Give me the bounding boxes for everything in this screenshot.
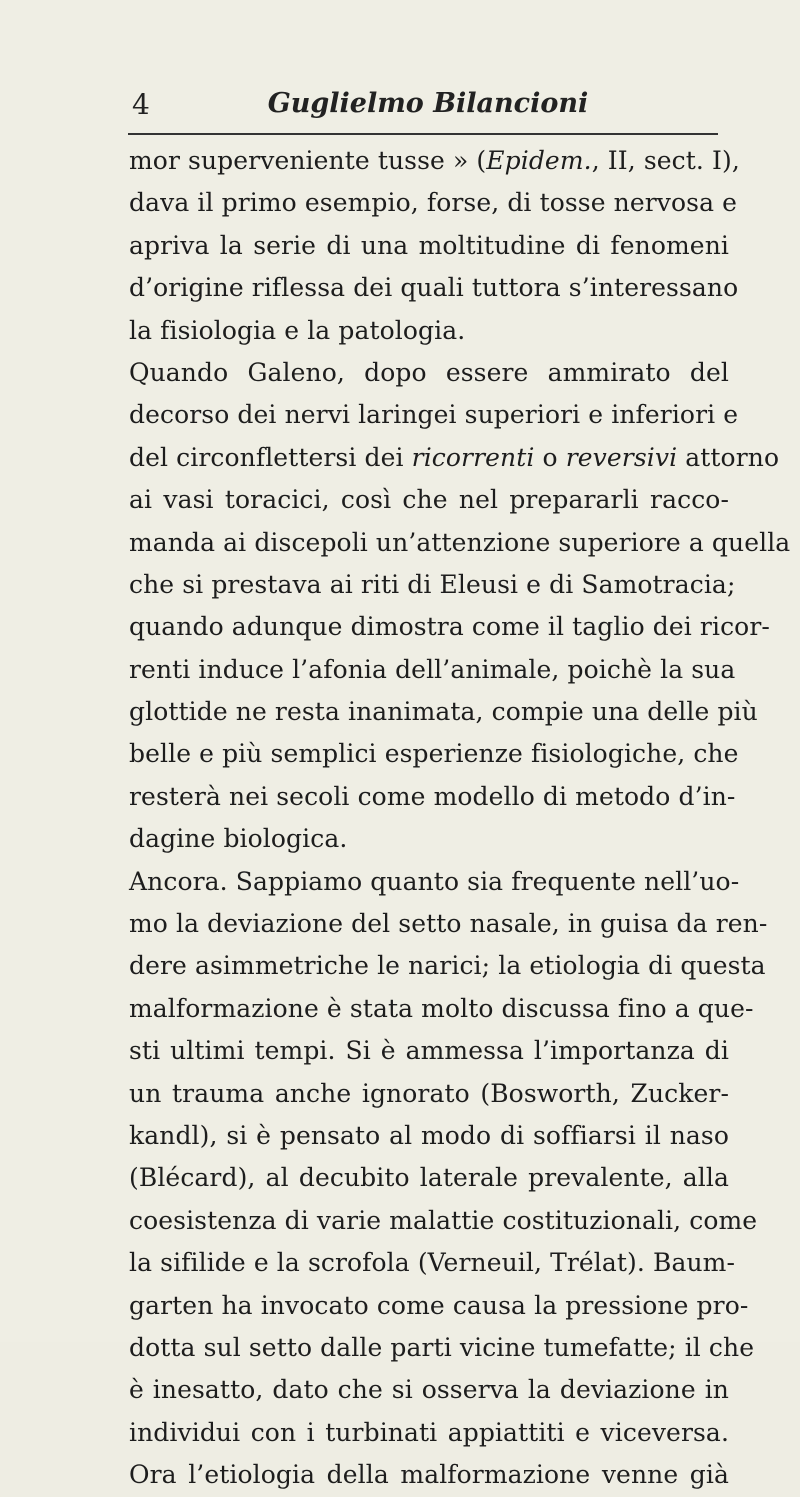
text-line: renti induce l’afonia dell’animale, poichè la sua — [129, 654, 736, 684]
text-line: ai vasi toracici, così che nel prepararli racco- — [129, 485, 729, 515]
text-line: dere asimmetriche le narici; la etiologia di questa — [129, 951, 766, 981]
text-line: mor superveniente tusse » (Epidem., II, sect. I), — [129, 146, 740, 175]
italic-term: ricorrenti — [411, 442, 535, 472]
text-line: resterà nei secoli come modello di metodo d’in- — [129, 781, 736, 811]
text-line: Quando Galeno, dopo essere ammirato del — [129, 357, 729, 387]
italic-term: reversivi — [565, 442, 678, 472]
page-header — [112, 88, 724, 132]
italic-citation: Epidem. — [486, 146, 592, 175]
body-text — [129, 140, 791, 1497]
text-line: garten ha invocato come causa la pressione pro- — [129, 1290, 749, 1320]
text-line: manda ai discepoli un’attenzione superiore a quella — [129, 527, 791, 557]
page-number: 4 — [132, 88, 150, 121]
text-line: è inesatto, dato che si osserva la deviazione in — [129, 1375, 729, 1405]
text-line: quando adunque dimostra come il taglio dei ricor- — [129, 612, 770, 642]
text-line: dagine biologica. — [129, 824, 348, 854]
text-line: mo la deviazione del setto nasale, in guisa da ren- — [129, 909, 768, 939]
text-line: apriva la serie di una moltitudine di fenomeni — [129, 230, 729, 260]
text-line: kandl), si è pensato al modo di soffiarsi il naso — [129, 1120, 729, 1150]
text-line: belle e più semplici esperienze fisiologiche, che — [129, 739, 739, 769]
text-line: glottide ne resta inanimata, compie una delle più — [129, 697, 758, 727]
text-line: coesistenza di varie malattie costituzionali, come — [129, 1205, 758, 1235]
text-line: del circonflettersi dei ricorrenti o reversivi attorno — [129, 442, 780, 472]
text-line: dava il primo esempio, forse, di tosse nervosa e — [129, 188, 738, 218]
text-line: che si prestava ai riti di Eleusi e di Samotracia; — [129, 569, 736, 599]
text-line: malformazione è stata molto discussa fino a que- — [129, 993, 754, 1023]
running-head: Guglielmo Bilancioni — [267, 88, 589, 119]
header-rule — [128, 133, 718, 135]
text-line: un trauma anche ignorato (Bosworth, Zucker- — [129, 1078, 729, 1108]
text-line: Ora l’etiologia della malformazione venne già — [129, 1460, 729, 1490]
text-line: la fisiologia e la patologia. — [129, 315, 466, 345]
text-line: individui con i turbinati appiattiti e viceversa. — [129, 1417, 729, 1447]
text-line: sti ultimi tempi. Si è ammessa l’importanza di — [129, 1036, 729, 1066]
text-line: dotta sul setto dalle parti vicine tumefatte; il che — [129, 1332, 755, 1362]
text-line: Ancora. Sappiamo quanto sia frequente nell’uo- — [129, 866, 740, 896]
text-line: la sifilide e la scrofola (Verneuil, Trélat). Baum- — [129, 1248, 736, 1278]
text-line: decorso dei nervi laringei superiori e inferiori e — [129, 400, 739, 430]
text-line: (Blécard), al decubito laterale prevalente, alla — [129, 1163, 729, 1193]
text-line: d’origine riflessa dei quali tuttora s’interessano — [129, 273, 739, 303]
